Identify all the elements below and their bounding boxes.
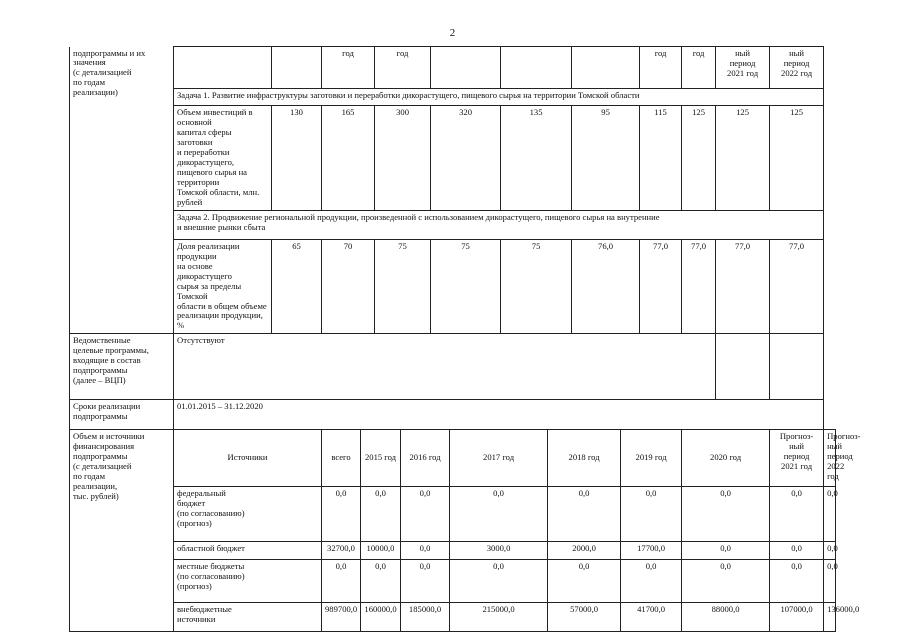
- indicator2-value: 65: [272, 239, 322, 334]
- funding-value: 0,0: [824, 487, 836, 542]
- indicator2-value: 75: [501, 239, 572, 334]
- header-cell: ный период 2021 год: [716, 47, 770, 89]
- header-cell: [431, 47, 501, 89]
- header-cell: год: [322, 47, 375, 89]
- funding-value: 3000,0: [450, 542, 548, 560]
- funding-value: 0,0: [770, 542, 824, 560]
- funding-row-offbudget: [70, 603, 836, 632]
- funding-header: Прогноз- ный период 2021 год: [770, 430, 824, 487]
- indicator1-value: 125: [716, 106, 770, 211]
- funding-value: 0,0: [401, 487, 450, 542]
- funding-value: 88000,0: [682, 603, 770, 632]
- indicator1-value: 95: [572, 106, 640, 211]
- indicator1-name: Объем инвестиций в основной капитал сферы заготовки и переработки дикорастущего, пищевого сырья на территории Томской области, млн. рублей: [174, 106, 272, 211]
- funding-value: 0,0: [401, 542, 450, 560]
- terms-label: Сроки реализации подпрограммы: [70, 400, 174, 430]
- funding-header: 2019 год: [621, 430, 682, 487]
- funding-value: 0,0: [361, 560, 401, 603]
- terms-row: [70, 400, 836, 430]
- funding-value: 32700,0: [322, 542, 361, 560]
- funding-value: 0,0: [621, 487, 682, 542]
- funding-value: 2000,0: [548, 542, 621, 560]
- funding-value: 0,0: [450, 487, 548, 542]
- indicator2-value: 77,0: [640, 239, 682, 334]
- header-cell: [174, 47, 272, 89]
- funding-header: 2016 год: [401, 430, 450, 487]
- funding-header: Источники: [174, 430, 322, 487]
- terms-value: 01.01.2015 – 31.12.2020: [174, 400, 824, 430]
- funding-source: федеральный бюджет (по согласованию) (прогноз): [174, 487, 322, 542]
- funding-value: 989700,0: [322, 603, 361, 632]
- funding-label: Объем и источники финансирования подпрограммы (с детализацией по годам реализации, тыс. рублей): [70, 430, 174, 632]
- funding-row-local: [70, 560, 836, 603]
- indicator1-value: 125: [682, 106, 716, 211]
- header-cell: [272, 47, 322, 89]
- funding-value: 17700,0: [621, 542, 682, 560]
- funding-value: 107000,0: [770, 603, 824, 632]
- indicator2-row: [70, 239, 836, 334]
- header-cell: год: [640, 47, 682, 89]
- header-row: [70, 47, 836, 89]
- funding-header: 2017 год: [450, 430, 548, 487]
- indicator1-row: [70, 106, 836, 211]
- page-number: 2: [449, 27, 456, 39]
- funding-value: 0,0: [322, 487, 361, 542]
- funding-value: 0,0: [682, 487, 770, 542]
- indicator1-value: 300: [375, 106, 431, 211]
- funding-value: 185000,0: [401, 603, 450, 632]
- indicator1-value: 135: [501, 106, 572, 211]
- funding-value: 0,0: [770, 560, 824, 603]
- header-cell: [572, 47, 640, 89]
- funding-value: 57000,0: [548, 603, 621, 632]
- funding-value: 0,0: [682, 560, 770, 603]
- indicator2-value: 77,0: [770, 239, 824, 334]
- funding-header-row: [70, 430, 836, 487]
- vcp-label: Ведомственные целевые программы, входящие в состав подпрограммы (далее – ВЦП): [70, 334, 174, 400]
- task2-text: Задача 2. Продвижение региональной продукции, произведенной с использованием дикорастущего, пищевого сырья на внутренние и внешние рынки сбыта: [174, 210, 824, 239]
- indicator2-name: Доля реализации продукции на основе дикорастущего сырья за пределы Томской области в общем объеме реализации продукции, %: [174, 239, 272, 334]
- task1-row: [70, 89, 836, 106]
- passport-table: [69, 46, 861, 632]
- funding-header: 2020 год: [682, 430, 770, 487]
- funding-value: 0,0: [450, 560, 548, 603]
- task1-text: Задача 1. Развитие инфраструктуры заготовки и переработки дикорастущего, пищевого сырья на территории Томской области: [174, 89, 824, 106]
- funding-value: 0,0: [824, 542, 836, 560]
- funding-value: 0,0: [401, 560, 450, 603]
- funding-value: 0,0: [682, 542, 770, 560]
- funding-value: 160000,0: [361, 603, 401, 632]
- indicator2-value: 76,0: [572, 239, 640, 334]
- funding-row-regional: [70, 542, 836, 560]
- indicator2-value: 77,0: [716, 239, 770, 334]
- header-cell: [501, 47, 572, 89]
- header-cell: год: [682, 47, 716, 89]
- funding-value: 215000,0: [450, 603, 548, 632]
- vcp-value: Отсутствуют: [174, 334, 716, 400]
- funding-row-federal: [70, 487, 836, 542]
- funding-value: 0,0: [548, 560, 621, 603]
- funding-header: Прогноз- ный период 2022 год: [824, 430, 836, 487]
- header-cell: ный период 2022 год: [770, 47, 824, 89]
- funding-value: 10000,0: [361, 542, 401, 560]
- indicator2-value: 75: [375, 239, 431, 334]
- vcp-row: [70, 334, 836, 400]
- funding-source: внебюджетные источники: [174, 603, 322, 632]
- funding-header: 2018 год: [548, 430, 621, 487]
- indicator1-value: 115: [640, 106, 682, 211]
- indicator1-value: 320: [431, 106, 501, 211]
- funding-header: 2015 год: [361, 430, 401, 487]
- indicator2-value: 70: [322, 239, 375, 334]
- funding-value: 0,0: [770, 487, 824, 542]
- funding-value: 0,0: [548, 487, 621, 542]
- funding-source: местные бюджеты (по согласованию) (прогноз): [174, 560, 322, 603]
- indicator1-value: 125: [770, 106, 824, 211]
- funding-value: 0,0: [824, 560, 836, 603]
- header-cell: год: [375, 47, 431, 89]
- indicator2-value: 75: [431, 239, 501, 334]
- indicators-label: подпрограммы и их значения (с детализацией по годам реализации): [70, 47, 174, 334]
- indicator1-value: 165: [322, 106, 375, 211]
- funding-value: 136000,0: [824, 603, 836, 632]
- funding-value: 0,0: [322, 560, 361, 603]
- funding-header: всего: [322, 430, 361, 487]
- funding-value: 0,0: [621, 560, 682, 603]
- indicator2-value: 77,0: [682, 239, 716, 334]
- funding-source: областной бюджет: [174, 542, 322, 560]
- funding-value: 0,0: [361, 487, 401, 542]
- indicator1-value: 130: [272, 106, 322, 211]
- task2-row: [70, 210, 836, 239]
- funding-value: 41700,0: [621, 603, 682, 632]
